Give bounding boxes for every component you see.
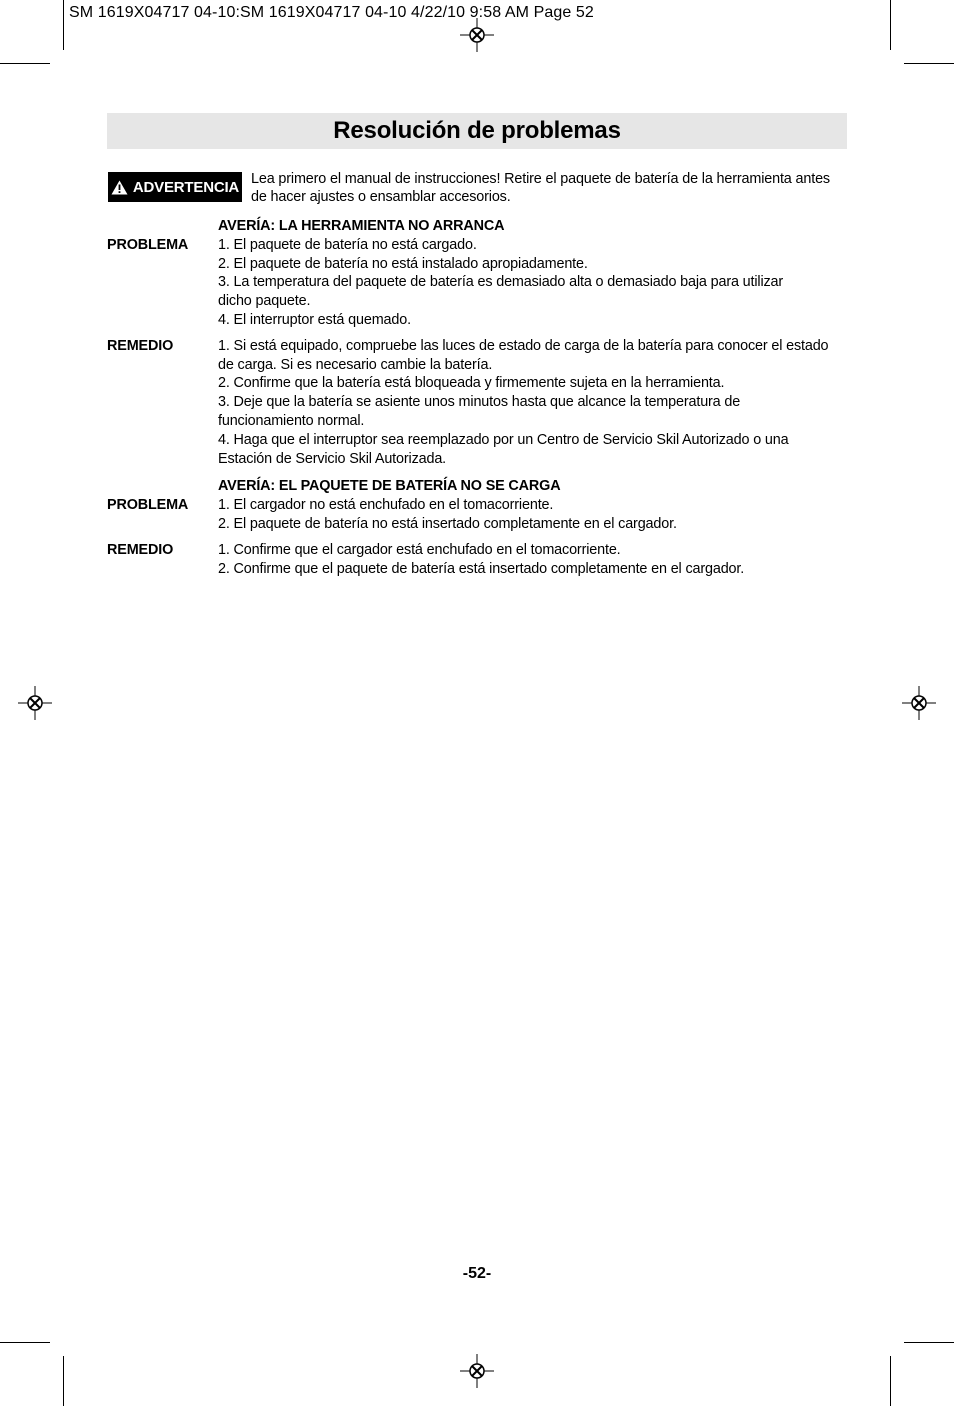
problem-line: 3. La temperatura del paquete de batería es demasiado alta o demasiado baja para utilizar — [218, 274, 784, 291]
remedy-label: REMEDIO — [107, 337, 174, 354]
remedy-list — [218, 541, 847, 579]
page-number: -52- — [462, 1265, 492, 1282]
remedy-line: 1. Confirme que el cargador está enchufado en el tomacorriente. — [218, 542, 621, 559]
problem-line: 4. El interruptor está quemado. — [218, 311, 411, 328]
problem-line: 1. El paquete de batería no está cargado. — [218, 236, 477, 253]
problem-list — [218, 496, 847, 534]
crop-mark — [0, 63, 50, 64]
problem-label: PROBLEMA — [107, 236, 189, 253]
problem-line: dicho paquete. — [218, 293, 311, 310]
section-heading: AVERÍA: EL PAQUETE DE BATERÍA NO SE CARGA — [218, 478, 561, 494]
remedy-label: REMEDIO — [107, 542, 174, 559]
remedy-line: 2. Confirme que la batería está bloqueada y firmemente sujeta en la herramienta. — [218, 375, 725, 392]
crop-mark — [904, 63, 954, 64]
remedy-row — [107, 541, 847, 579]
warning-text: Lea primero el manual de instrucciones! Retire el paquete de batería de la herramienta antes de hacer ajustes o ensamblar accesorios. — [251, 171, 830, 205]
registration-mark-icon — [460, 1354, 494, 1388]
remedy-line: de carga. Si es necesario cambie la batería. — [218, 356, 493, 373]
crop-mark — [63, 0, 64, 50]
remedy-line: 4. Haga que el interruptor sea reemplazado por un Centro de Servicio Skil Autorizado o una — [218, 431, 789, 448]
page-title: Resolución de problemas — [333, 117, 621, 144]
problem-line: 2. El paquete de batería no está insertado completamente en el cargador. — [218, 515, 677, 532]
crop-mark — [0, 1342, 50, 1343]
remedy-line: funcionamiento normal. — [218, 412, 365, 429]
problem-line: 2. El paquete de batería no está instalado apropiadamente. — [218, 255, 588, 272]
warning-triangle-icon — [111, 180, 128, 195]
title-bar — [107, 113, 847, 149]
problem-label: PROBLEMA — [107, 496, 189, 513]
warning-badge — [108, 172, 242, 202]
remedy-line: 3. Deje que la batería se asiente unos minutos hasta que alcance la temperatura de — [218, 394, 741, 411]
remedy-line: 1. Si está equipado, compruebe las luces de estado de carga de la batería para conocer el estado — [218, 337, 829, 354]
remedy-row — [107, 337, 847, 469]
troubleshooting-section — [107, 477, 847, 579]
registration-mark-icon — [902, 686, 936, 720]
remedy-line: Estación de Servicio Skil Autorizada. — [218, 450, 447, 467]
warning-badge-label: ADVERTENCIA — [132, 178, 240, 196]
remedy-line: 2. Confirme que el paquete de batería está insertado completamente en el cargador. — [218, 561, 745, 578]
troubleshooting-section — [107, 217, 847, 468]
registration-mark-icon — [18, 686, 52, 720]
problem-line: 1. El cargador no está enchufado en el tomacorriente. — [218, 496, 554, 513]
crop-mark — [904, 1342, 954, 1343]
crop-mark — [890, 0, 891, 50]
problem-list — [218, 236, 847, 330]
print-slug-line: SM 1619X04717 04-10:SM 1619X04717 04-10 4/22/10 9:58 AM Page 52 — [69, 4, 594, 21]
problem-row — [107, 496, 847, 534]
crop-mark — [63, 1356, 64, 1406]
remedy-list — [218, 337, 847, 469]
section-heading: AVERÍA: LA HERRAMIENTA NO ARRANCA — [218, 218, 505, 234]
problem-row — [107, 236, 847, 330]
registration-mark-icon — [460, 18, 494, 52]
crop-mark — [890, 1356, 891, 1406]
